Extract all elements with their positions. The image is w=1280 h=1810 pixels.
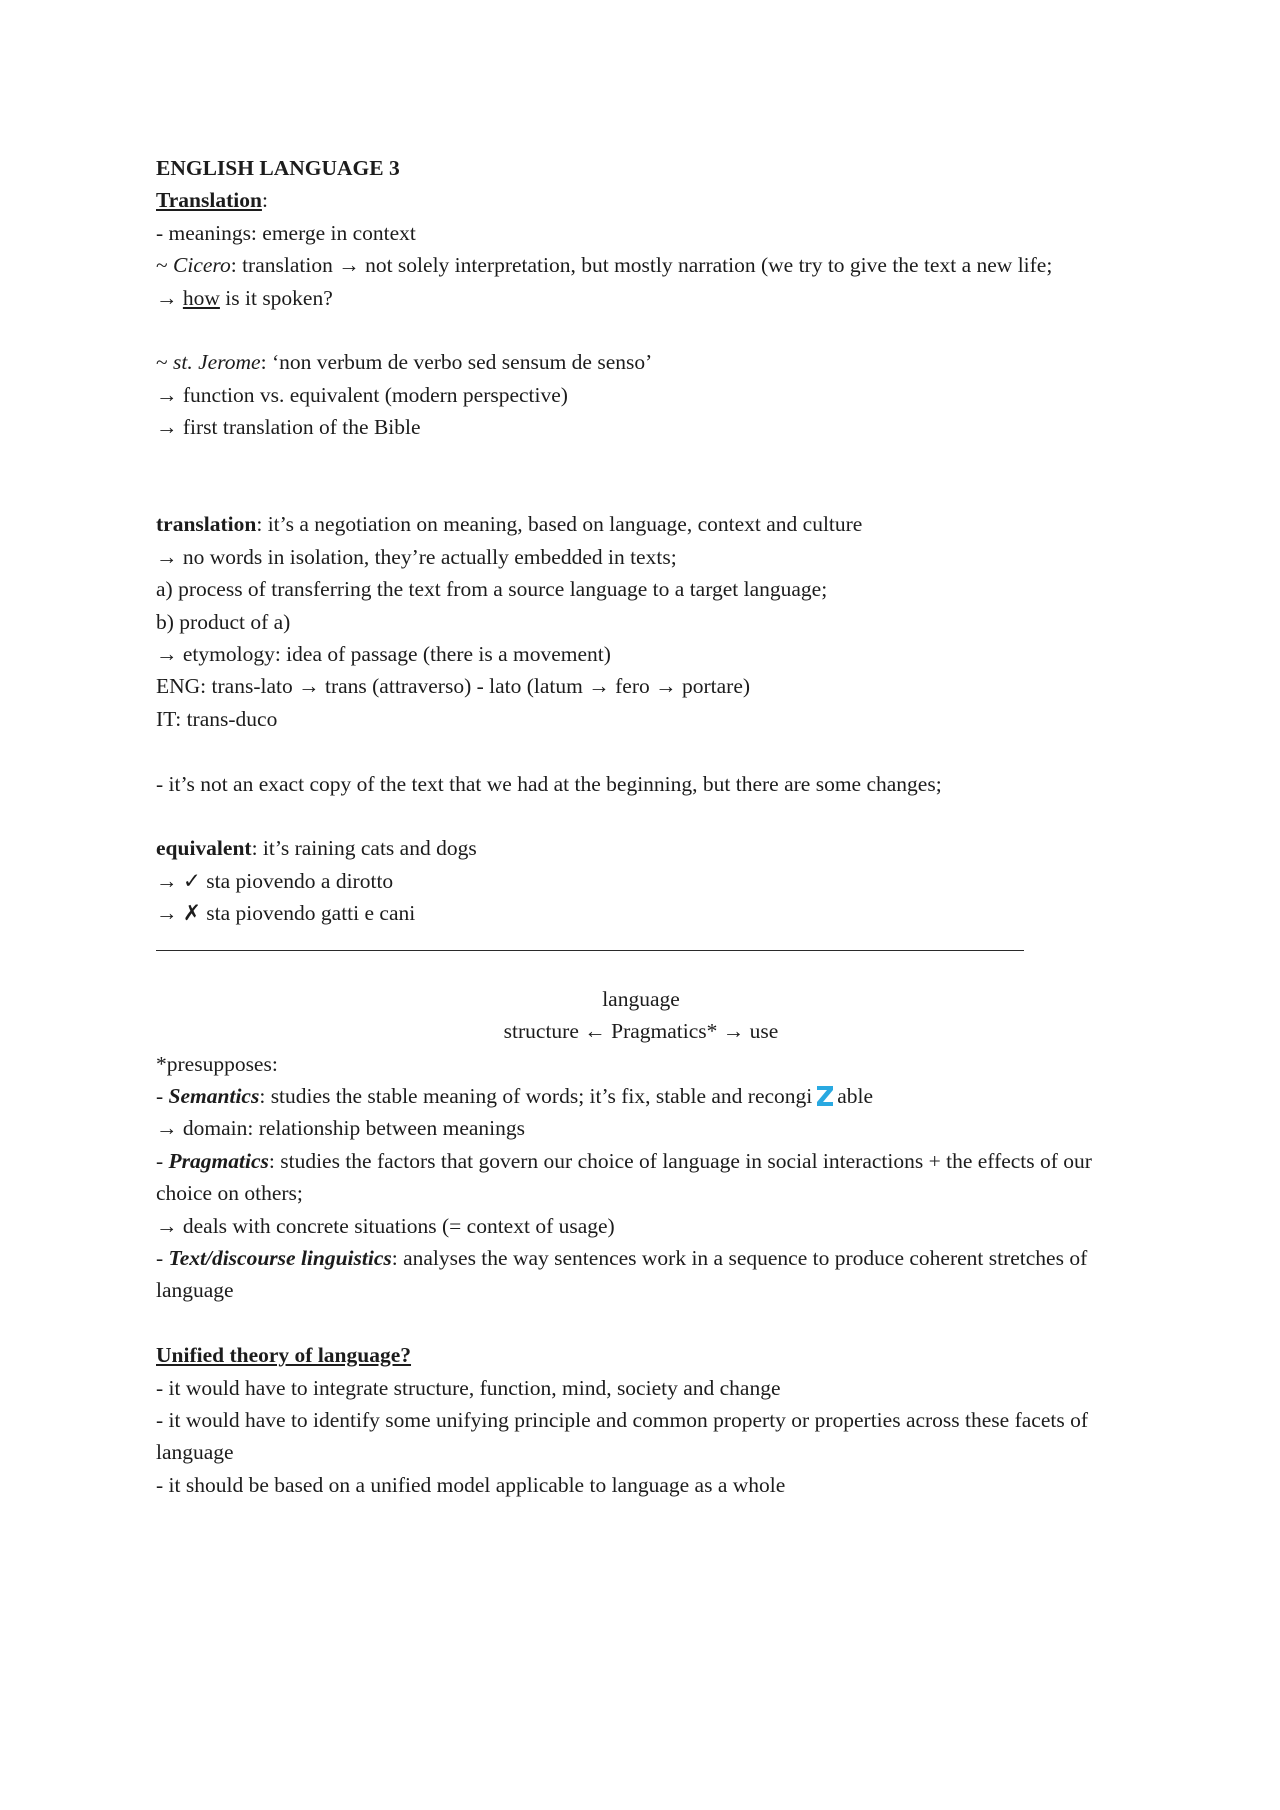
translation-heading: Translation <box>156 188 262 213</box>
horizontal-divider <box>156 950 1024 951</box>
unified-point: - it should be based on a unified model applicable to language as a whole <box>156 1472 786 1497</box>
how-line: → how is it spoken? <box>156 285 333 310</box>
document-page <box>156 152 1136 1501</box>
diagram-top: language <box>602 986 680 1011</box>
jerome-point: → first translation of the Bible <box>156 415 421 440</box>
diagram-middle: structure ← Pragmatics* → use <box>503 1019 779 1044</box>
document-title: ENGLISH LANGUAGE 3 <box>156 156 400 180</box>
jerome-point: → function vs. equivalent (modern perspective) <box>156 382 568 407</box>
equivalent-wrong: → ✗ sta piovendo gatti e cani <box>156 901 416 926</box>
unified-heading: Unified theory of language? <box>156 1343 412 1368</box>
translation-point: → no words in isolation, they’re actually embedded in texts; <box>156 544 677 569</box>
translation-point: IT: trans-duco <box>156 706 278 731</box>
semantics-term: Semantics <box>168 1083 260 1108</box>
pragmatics-point: → deals with concrete situations (= context of usage) <box>156 1213 615 1238</box>
semantics-line: - Semantics: studies the stable meaning of words; it’s fix, stable and recongi able <box>156 1083 874 1108</box>
z-logo-icon <box>815 1084 835 1108</box>
jerome-line: ~ st. Jerome: ‘non verbum de verbo sed sensum de senso’ <box>156 350 653 375</box>
presupposes-label: *presupposes: <box>156 1051 278 1076</box>
translation-heading-line: Translation: <box>156 188 268 213</box>
jerome-name: st. Jerome <box>173 350 261 375</box>
meanings-line: - meanings: emerge in context <box>156 220 416 245</box>
equivalent-correct: → ✓ sta piovendo a dirotto <box>156 868 394 893</box>
unified-point: - it would have to identify some unifying principle and common property or properties across these facets of language <box>156 1407 1089 1465</box>
equivalent-definition: equivalent: it’s raining cats and dogs <box>156 836 477 861</box>
text-discourse-term: Text/discourse linguistics <box>168 1245 392 1270</box>
translation-point: ENG: trans-lato → trans (attraverso) - lato (latum → fero → portare) <box>156 674 751 699</box>
text-discourse-paragraph: - Text/discourse linguistics: analyses the way sentences work in a sequence to produce coherent stretches of language <box>156 1245 1088 1303</box>
translation-definition: translation: it’s a negotiation on meaning, based on language, context and culture <box>156 512 863 537</box>
translation-point: b) product of a) <box>156 609 291 634</box>
unified-point: - it would have to integrate structure, function, mind, society and change <box>156 1375 781 1400</box>
how-word: how <box>182 285 220 310</box>
cicero-name: Cicero <box>173 253 231 278</box>
pragmatics-term: Pragmatics <box>168 1148 269 1173</box>
semantics-domain: → domain: relationship between meanings <box>156 1116 525 1141</box>
cicero-paragraph: ~ Cicero: translation → not solely interpretation, but mostly narration (we try to give the text a new life; <box>156 253 1053 278</box>
translation-point: → etymology: idea of passage (there is a movement) <box>156 642 611 667</box>
translation-point: a) process of transferring the text from a source language to a target language; <box>156 577 828 602</box>
pragmatics-paragraph: - Pragmatics: studies the factors that govern our choice of language in social interactions + the effects of our choice on others; <box>156 1148 1092 1206</box>
copy-line: - it’s not an exact copy of the text that we had at the beginning, but there are some changes; <box>156 771 942 796</box>
